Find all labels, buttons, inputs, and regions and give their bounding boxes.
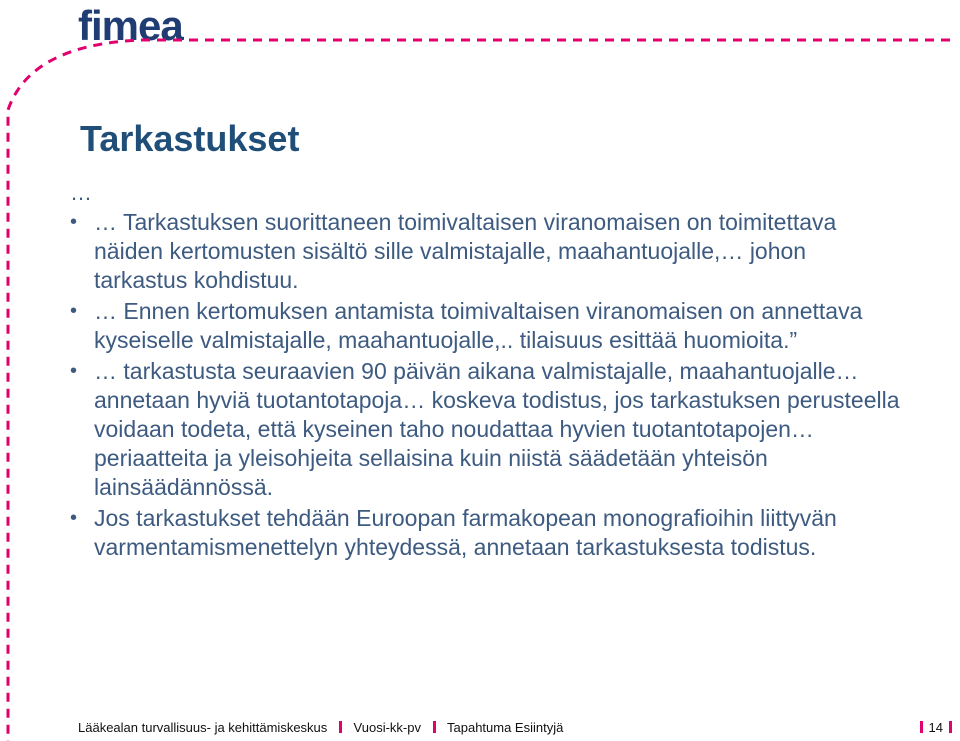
bullet-text: Jos tarkastukset tehdään Euroopan farmakopean monografioihin liittyvän varmentamismenettelyn yhteydessä, annetaan tarkastuksesta todistus. [94,505,837,560]
footer-event: Tapahtuma Esiintyjä [447,720,564,735]
bullet-item [70,357,900,502]
fimea-logo: fimea [78,2,183,49]
leading-ellipsis: … [70,180,92,205]
bullet-item [70,504,900,562]
footer-organization: Lääkealan turvallisuus- ja kehittämiskeskus [78,720,328,735]
footer-date: Vuosi-kk-pv [353,720,421,735]
bullet-icon: • [70,211,78,233]
bullet-list [70,208,900,564]
footer-separator [920,721,923,733]
bullet-text: … Tarkastuksen suorittaneen toimivaltaisen viranomaisen on toimitettava näiden kertomusten sisältö sille valmistajalle, maahantuojalle,… johon tarkastus kohdistuu. [94,209,837,293]
bullet-text: … Ennen kertomuksen antamista toimivaltaisen viranomaisen on annettava kyseiselle valmistajalle, maahantuojalle,.. tilaisuus esittää huomioita.” [94,298,863,353]
bullet-icon: • [70,507,78,529]
footer-separator [433,721,436,733]
footer-page [914,720,958,735]
bullet-text: … tarkastusta seuraavien 90 päivän aikana valmistajalle, maahantuojalle… annetaan hyviä tuotantotapoja… koskeva todistus, jos tarkastuksen perusteella voidaan todeta, että kyseinen taho noudattaa hyvien tuotantotapojen… periaatteita ja yleisohjeita sellaisina kuin niistä säädetään yhteisön lainsäädännössä. [94,358,900,500]
footer-separator [949,721,952,733]
bullet-item [70,297,900,355]
bullet-icon: • [70,300,78,322]
page-title: Tarkastukset [80,118,300,159]
footer-separator [339,721,342,733]
page-number: 14 [928,720,943,735]
footer [78,720,958,735]
bullet-icon: • [70,360,78,382]
bullet-item [70,208,900,295]
